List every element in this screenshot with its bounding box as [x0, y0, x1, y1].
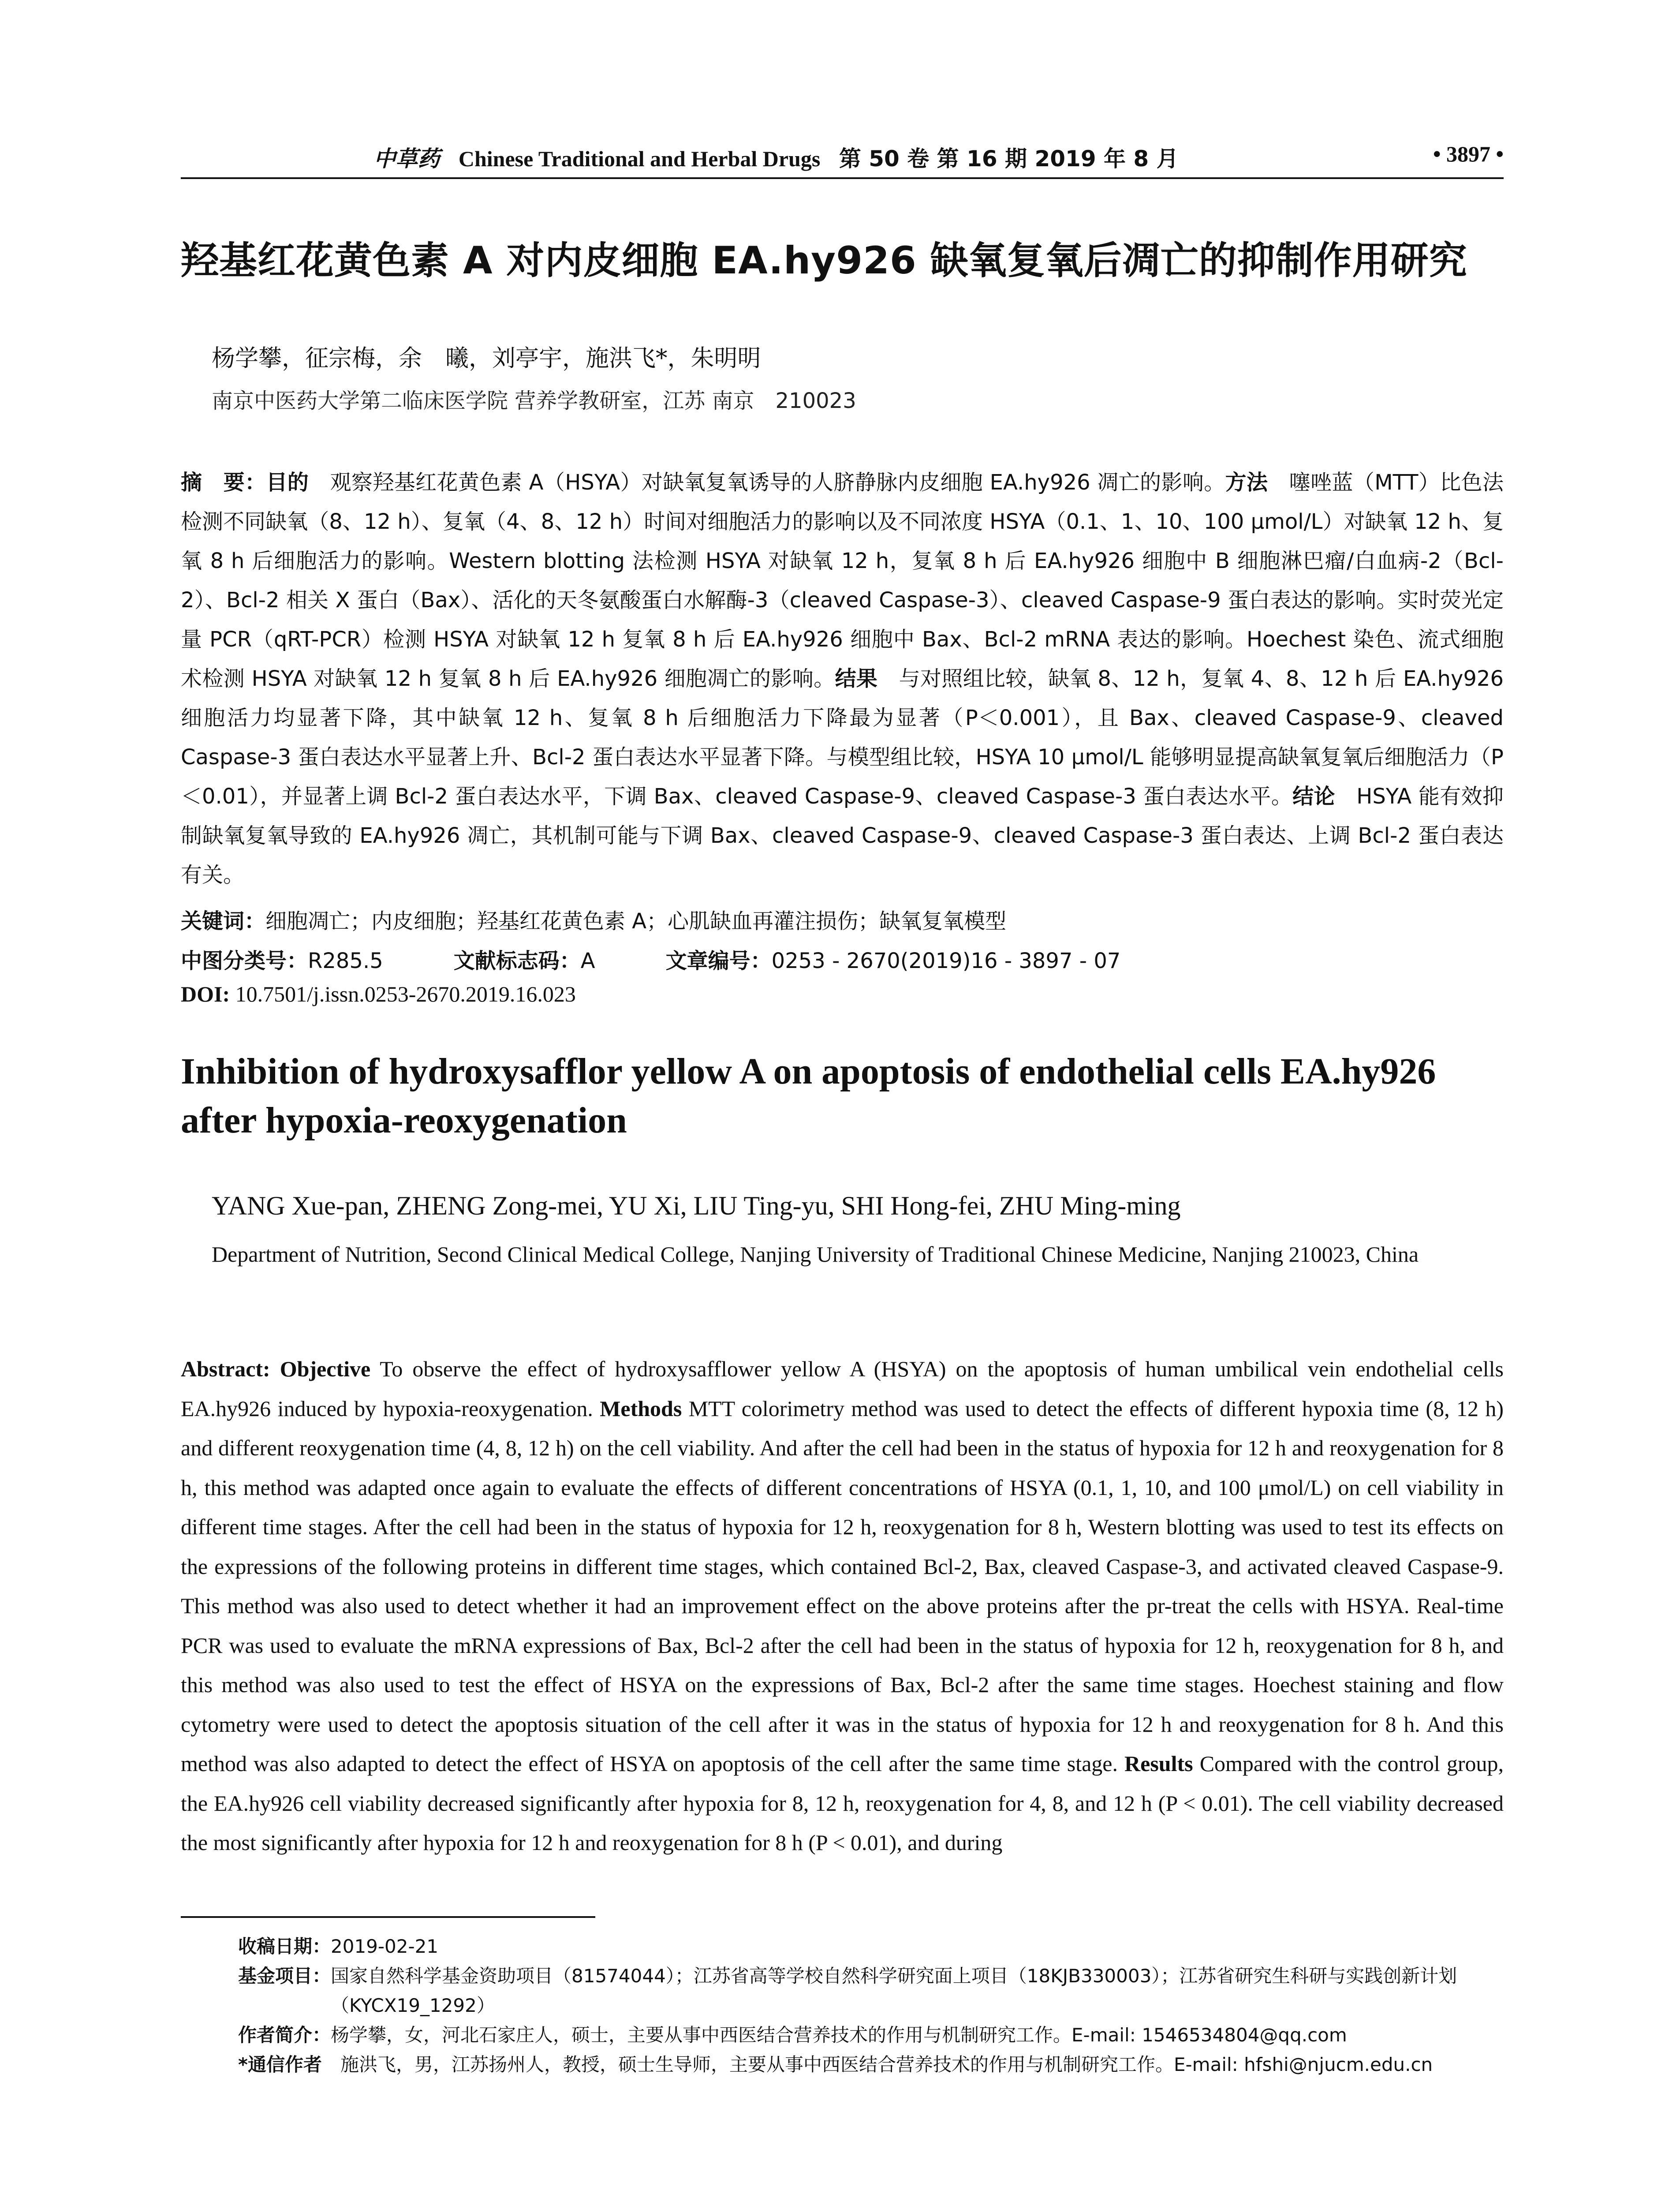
abstract-cn	[181, 463, 1504, 895]
journal-name-en: Chinese Traditional and Herbal Drugs	[458, 146, 821, 171]
abstract-en	[181, 1349, 1504, 1863]
footnote-text: 杨学攀，女，河北石家庄人，硕士，主要从事中西医结合营养技术的作用与机制研究工作。E-mail: 1546534804@qq.com	[331, 2024, 1347, 2046]
doi-value: 10.7501/j.issn.0253-2670.2019.16.023	[235, 982, 576, 1006]
doi-line	[181, 981, 1504, 1007]
methods-label-cn: 方法	[1225, 470, 1268, 495]
journal-name-cn: 中草药	[373, 146, 440, 172]
footnote-corresponding-author	[238, 2050, 1508, 2079]
objective-text-en: To observe the effect of hydroxysafflower yellow A (HSYA) on the apoptosis of human umbilical vein endothelial cells EA.hy926 induced by hypoxia-reoxygenation.	[181, 1357, 1504, 1421]
results-text-en: Compared with the control group, the EA.hy926 cell viability decreased significantly after hypoxia for 8, 12 h, reoxygenation for 4, 8, and 12 h (P < 0.01). The cell viability decreased the most significantly after hypoxia for 12 h and reoxygenation for 8 h (P < 0.01), and during	[181, 1751, 1504, 1855]
results-text-cn: 与对照组比较，缺氧 8、12 h，复氧 4、8、12 h 后 EA.hy926 细胞活力均显著下降，其中缺氧 12 h、复氧 8 h 后细胞活力下降最为显著（P＜0.001），且 Bax、cleaved Caspase-9、cleaved Caspase-3 蛋白表达水平显著上升、Bcl-2 蛋白表达水平显著下降。与模型组比较，HSYA 10 μmol/L 能够明显提高缺氧复氧后细胞活力（P＜0.01），并显著上调 Bcl-2 蛋白表达水平，下调 Bax、cleaved Caspase-9、cleaved Caspase-3 蛋白表达水平。	[181, 666, 1504, 809]
footnote-funding	[238, 1961, 1508, 2020]
methods-label-en: Methods	[600, 1396, 682, 1421]
conclusion-label-cn: 结论	[1292, 784, 1335, 809]
doi-label: DOI:	[181, 982, 230, 1006]
methods-text-en: MTT colorimetry method was used to detect the effects of different hypoxia time (8, 12 h) and different reoxygenation time (4, 8, 12 h) on the cell viability. And after the cell had been in the status of hypoxia for 12 h and reoxygenation for 8 h, this method was adapted once again to evaluate the effects of different concentrations of HSYA (0.1, 1, 10, and 100 μmol/L) on cell viability in different time stages. After the cell had been in the status of hypoxia for 12 h, reoxygenation for 8 h, Western blotting was used to test its effects on the expressions of the following proteins in different time stages, which contained Bcl-2, Bax, cleaved Caspase-3, and activated cleaved Caspase-9. This method was also used to detect whether it had an improvement effect on the above proteins after the pr-treat the cells with HSYA. Real-time PCR was used to evaluate the mRNA expressions of Bax, Bcl-2 after the cell had been in the status of hypoxia for 12 h, reoxygenation for 8 h, and this method was also used to test the effect of HSYA on the expressions of Bax, Bcl-2 after the same time stages. Hoechest staining and flow cytometry were used to detect the apoptosis situation of the cell after it was in the status of hypoxia for 12 h and reoxygenation for 8 h. And this method was also adapted to detect the effect of HSYA on apoptosis of the cell after the same time stage.	[181, 1396, 1504, 1776]
affiliation-cn: 南京中医药大学第二临床医学院 营养学教研室，江苏 南京 210023	[212, 389, 856, 413]
doc-code-value: A	[580, 949, 595, 973]
clc-value: R285.5	[308, 949, 383, 973]
header-journal-line	[181, 141, 1371, 173]
running-header	[181, 137, 1504, 176]
abstract-label-cn: 摘 要：	[181, 470, 266, 495]
authors-en: YANG Xue-pan, ZHENG Zong-mei, YU Xi, LIU Ting-yu, SHI Hong-fei, ZHU Ming-ming	[212, 1191, 1181, 1220]
footnote-label: 基金项目：	[238, 1965, 331, 1987]
footnotes	[238, 1932, 1508, 2079]
footnote-text: 国家自然科学基金资助项目（81574044）；江苏省高等学校自然科学研究面上项目（18KJB330003）；江苏省研究生科研与实践创新计划（KYCX19_1292）	[331, 1965, 1457, 2016]
abstract-objective-label-en: Abstract: Objective	[181, 1357, 371, 1381]
conclusion-text-cn: HSYA 能有效抑制缺氧复氧导致的 EA.hy926 凋亡，其机制可能与下调 Bax、cleaved Caspase-9、cleaved Caspase-3 蛋白表达、上调 Bcl-2 蛋白表达有关。	[181, 784, 1504, 887]
doc-code-label: 文献标志码：	[453, 949, 581, 973]
footnote-divider	[181, 1916, 595, 1918]
clc-label: 中图分类号：	[181, 949, 308, 973]
objective-label-cn: 目的	[266, 470, 309, 495]
affiliation-en: Department of Nutrition, Second Clinical Medical College, Nanjing University of Traditional Chinese Medicine, Nanjing 210023, China	[212, 1242, 1419, 1267]
title-cn: 羟基红花黄色素 A 对内皮细胞 EA.hy926 缺氧复氧后凋亡的抑制作用研究	[181, 239, 1467, 283]
footnote-label: 收稿日期：	[238, 1936, 331, 1957]
issue-info: 第 50 卷 第 16 期 2019 年 8 月	[839, 146, 1179, 172]
title-en: Inhibition of hydroxysafflor yellow A on apoptosis of endothelial cells EA.hy926 after hypoxia-reoxygenation	[181, 1051, 1436, 1141]
results-label-cn: 结果	[835, 666, 878, 691]
footnote-label: 作者简介：	[238, 2024, 331, 2046]
objective-text-cn: 观察羟基红花黄色素 A（HSYA）对缺氧复氧诱导的人脐静脉内皮细胞 EA.hy926 凋亡的影响。	[309, 470, 1225, 495]
footnote-label: *通信作者	[238, 2054, 340, 2075]
authors-cn: 杨学攀，征宗梅，余 曦，刘亭宇，施洪飞*，朱明明	[212, 345, 761, 372]
footnote-received	[238, 1932, 1508, 1961]
footnote-author-bio	[238, 2020, 1508, 2050]
classification-line	[181, 944, 1504, 974]
results-label-en: Results	[1124, 1751, 1193, 1776]
keywords-cn	[181, 904, 1504, 934]
header-divider	[181, 177, 1504, 179]
article-no-value: 0253 - 2670(2019)16 - 3897 - 07	[771, 949, 1121, 973]
footnote-text: 施洪飞，男，江苏扬州人，教授，硕士生导师，主要从事中西医结合营养技术的作用与机制研究工作。E-mail: hfshi@njucm.edu.cn	[340, 2054, 1433, 2075]
keywords-text: 细胞凋亡；内皮细胞；羟基红花黄色素 A；心肌缺血再灌注损伤；缺氧复氧模型	[265, 909, 1007, 934]
page-number: • 3897 •	[1433, 142, 1504, 166]
methods-text-cn: 噻唑蓝（MTT）比色法检测不同缺氧（8、12 h）、复氧（4、8、12 h）时间对细胞活力的影响以及不同浓度 HSYA（0.1、1、10、100 μmol/L）对缺氧 12 h、复氧 8 h 后细胞活力的影响。Western blotting 法检测 HSYA 对缺氧 12 h，复氧 8 h 后 EA.hy926 细胞中 B 细胞淋巴瘤/白血病-2（Bcl-2）、Bcl-2 相关 X 蛋白（Bax）、活化的天冬氨酸蛋白水解酶-3（cleaved Caspase-3）、cleaved Caspase-9 蛋白表达的影响。实时荧光定量 PCR（qRT-PCR）检测 HSYA 对缺氧 12 h 复氧 8 h 后 EA.hy926 细胞中 Bax、Bcl-2 mRNA 表达的影响。Hoechest 染色、流式细胞术检测 HSYA 对缺氧 12 h 复氧 8 h 后 EA.hy926 细胞凋亡的影响。	[181, 470, 1504, 691]
article-no-label: 文章编号：	[665, 949, 772, 973]
keywords-label: 关键词：	[181, 909, 266, 934]
footnote-text: 2019-02-21	[331, 1936, 439, 1957]
